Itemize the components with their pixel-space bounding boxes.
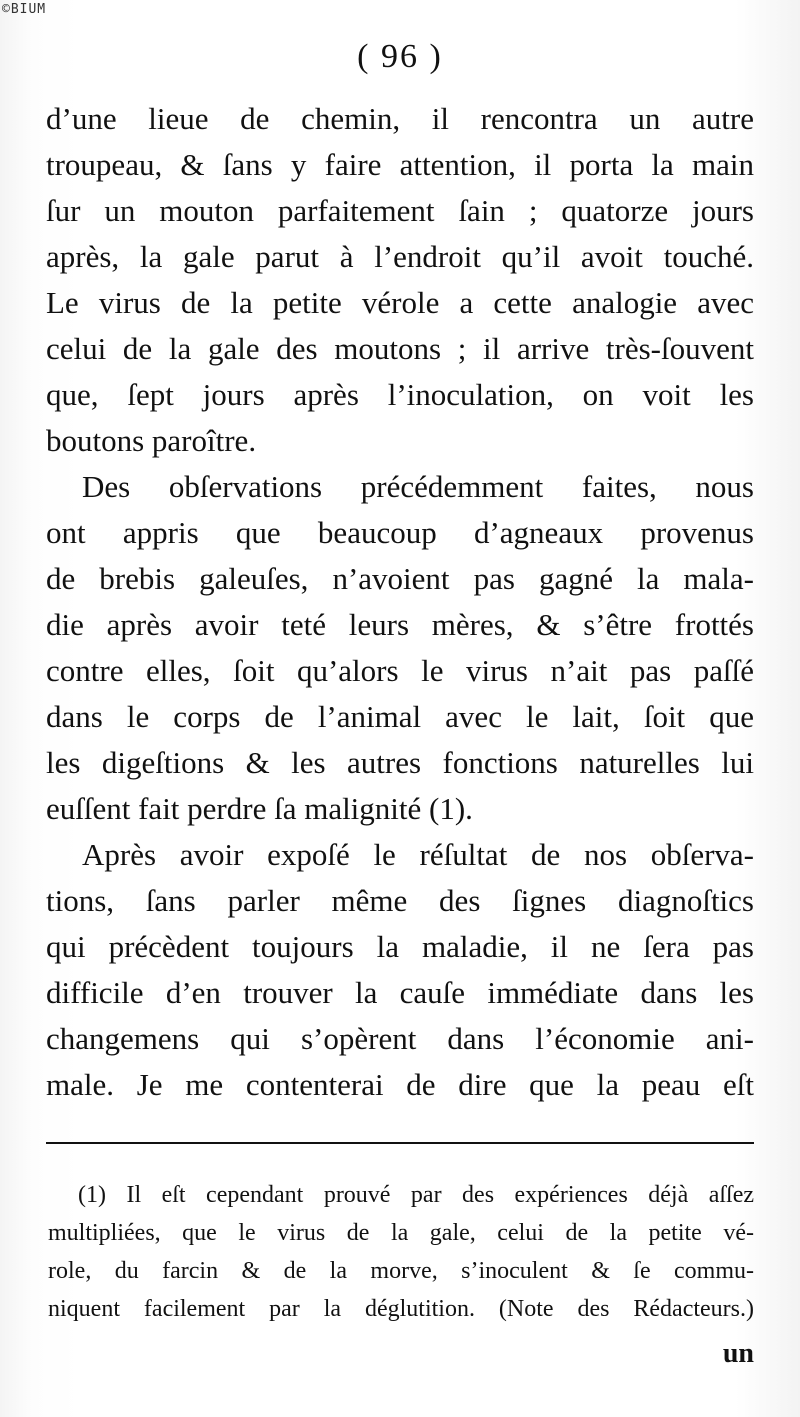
catchword: un [722, 1338, 754, 1369]
footnote-line: role, du farcin & de la morve, s’inoculent & ſe commu- [48, 1258, 754, 1284]
body-line: de brebis galeuſes, n’avoient pas gagné la mala- [46, 561, 754, 596]
body-line: ont appris que beaucoup d’agneaux provenus [46, 515, 754, 550]
body-line: difficile d’en trouver la cauſe immédiate dans les [46, 975, 754, 1010]
footnote-line: multipliées, que le virus de la gale, celui de la petite vé- [48, 1220, 754, 1246]
body-line: Après avoir expoſé le réſultat de nos obſerva- [82, 837, 754, 872]
footnote [48, 1176, 754, 1328]
footnote-line: niquent facilement par la déglutition. (Note des Rédacteurs.) [48, 1296, 754, 1322]
body-line: après, la gale parut à l’endroit qu’il avoit touché. [46, 239, 754, 274]
body-line: changemens qui s’opèrent dans l’économie ani- [46, 1021, 754, 1056]
body-line: contre elles, ſoit qu’alors le virus n’ait pas paſſé [46, 653, 754, 688]
body-line: euſſent fait perdre ſa malignité (1). [46, 791, 473, 826]
body-line: celui de la gale des moutons ; il arrive très-ſouvent [46, 331, 754, 366]
body-line: tions, ſans parler même des ſignes diagnoſtics [46, 883, 754, 918]
body-line: qui précèdent toujours la maladie, il ne ſera pas [46, 929, 754, 964]
body-line: que, ſept jours après l’inoculation, on voit les [46, 377, 754, 412]
body-line: Le virus de la petite vérole a cette analogie avec [46, 285, 754, 320]
body-line: ſur un mouton parfaitement ſain ; quatorze jours [46, 193, 754, 228]
footnote-separator [46, 1142, 754, 1144]
body-line: dans le corps de l’animal avec le lait, ſoit que [46, 699, 754, 734]
page-number: ( 96 ) [357, 38, 443, 75]
body-line: Des obſervations précédemment faites, nous [82, 469, 754, 504]
watermark: ©BIUM [2, 2, 47, 17]
body-line: boutons paroître. [46, 423, 257, 458]
body-text [46, 96, 754, 1108]
body-line: troupeau, & ſans y faire attention, il porta la main [46, 147, 754, 182]
footnote-line: (1) Il eſt cependant prouvé par des expériences déjà aſſez [78, 1182, 754, 1208]
body-line: les digeſtions & les autres fonctions naturelles lui [46, 745, 754, 780]
body-line: d’une lieue de chemin, il rencontra un autre [46, 101, 754, 136]
body-line: male. Je me contenterai de dire que la peau eſt [46, 1067, 754, 1102]
body-line: die après avoir teté leurs mères, & s’être frottés [46, 607, 754, 642]
